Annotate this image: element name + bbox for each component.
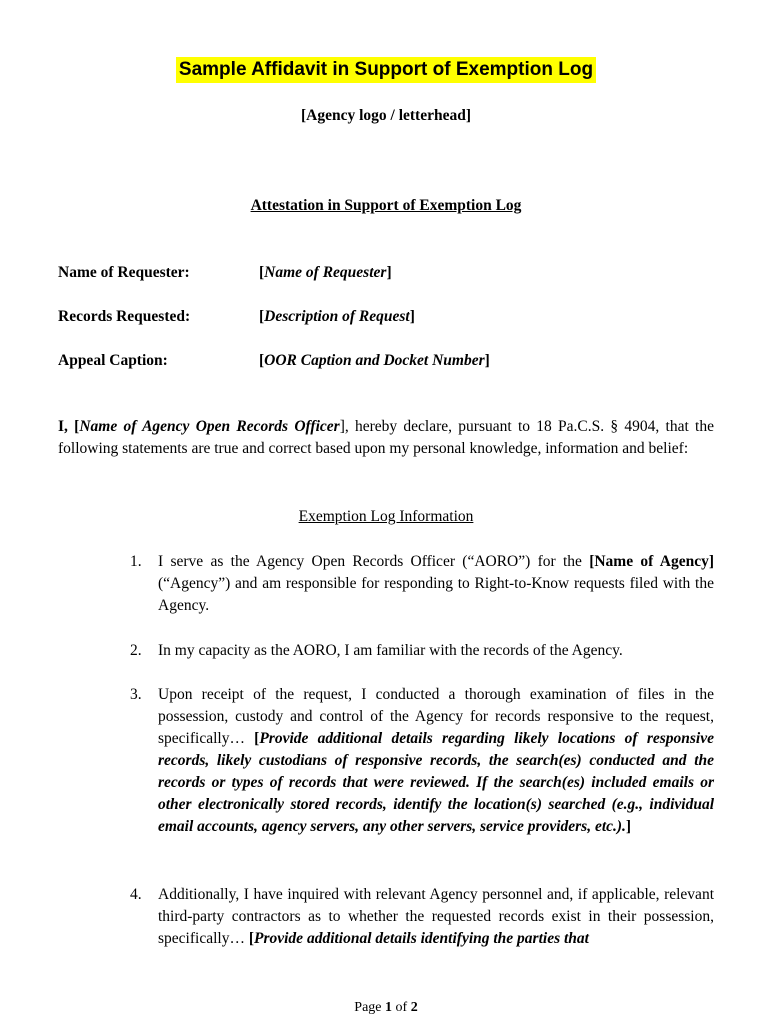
page-current: 1	[385, 1000, 393, 1015]
field-label: Name of Requester:	[58, 264, 190, 281]
list-item	[130, 684, 714, 838]
item-text-part: I serve as the Agency Open Records Officer (“AORO”) for the	[158, 553, 590, 570]
page-label: Page	[354, 1000, 382, 1015]
page-total: 2	[410, 1000, 418, 1015]
list-number: 2.	[130, 642, 142, 659]
title-container	[0, 57, 772, 83]
item-text-part: (“Agency”) and am responsible for responding to Right-to-Know requests filed with the Agency.	[158, 575, 714, 614]
list-number: 1.	[130, 553, 142, 570]
intro-suffix: ], hereby declare, pursuant to 18 Pa.C.S. § 4904, that the following statements are true and correct based upon my personal knowledge, information and belief:	[58, 418, 714, 457]
intro-prefix: I, [	[58, 418, 80, 435]
document-title: Sample Affidavit in Support of Exemption Log	[176, 57, 596, 83]
field-value: [Description of Request]	[259, 308, 415, 325]
list-text	[158, 684, 714, 838]
list-text: In my capacity as the AORO, I am familiar with the records of the Agency.	[158, 642, 623, 659]
exemption-log-subheading: Exemption Log Information	[298, 508, 474, 525]
letterhead-placeholder: [Agency logo / letterhead]	[300, 107, 472, 124]
bracket-open: [	[248, 930, 254, 947]
field-label: Appeal Caption:	[58, 352, 168, 369]
list-text	[158, 551, 714, 617]
list-item	[130, 551, 714, 617]
list-item	[130, 640, 714, 662]
field-value: [Name of Requester]	[259, 264, 392, 281]
field-value-text: Description of Request	[264, 308, 410, 325]
item-text-part: Additionally, I have inquired with relevant Agency personnel and, if applicable, relevant third-party contractors as to whether the requested records exist in their possession, specifically…	[158, 886, 714, 947]
field-label: Records Requested:	[58, 308, 191, 325]
field-value-text: OOR Caption and Docket Number	[264, 352, 485, 369]
field-value-text: Name of Requester	[264, 264, 387, 281]
page-footer	[0, 998, 772, 1018]
bracket-close: ]	[625, 818, 632, 835]
attestation-heading: Attestation in Support of Exemption Log	[250, 197, 522, 214]
field-value: [OOR Caption and Docket Number]	[259, 352, 490, 369]
list-text	[158, 884, 714, 950]
item-text-part: Upon receipt of the request, I conducted a thorough examination of files in the possession, custody and control of the Agency for records responsive to the request, specifically…	[158, 686, 714, 747]
instruction-emphasis: Provide additional details identifying the parties that	[254, 930, 589, 947]
agency-name-placeholder: [Name of Agency]	[589, 553, 714, 570]
list-number: 3.	[130, 686, 142, 703]
instruction-emphasis: Provide additional details regarding likely locations of responsive records, likely custodians of responsive records, the search(es) conducted and the records or types of records that were reviewed. If the search(es) included emails or other electronically stored records, identify the location(s) searched (e.g., individual email accounts, agency servers, any other servers, service providers, etc.).	[158, 730, 714, 835]
list-item	[130, 884, 714, 950]
officer-name-placeholder: Name of Agency Open Records Officer	[79, 418, 340, 435]
page-of-label: of	[395, 1000, 408, 1015]
declaration-paragraph	[58, 416, 714, 460]
list-number: 4.	[130, 886, 142, 903]
bracket-open: [	[254, 730, 260, 747]
